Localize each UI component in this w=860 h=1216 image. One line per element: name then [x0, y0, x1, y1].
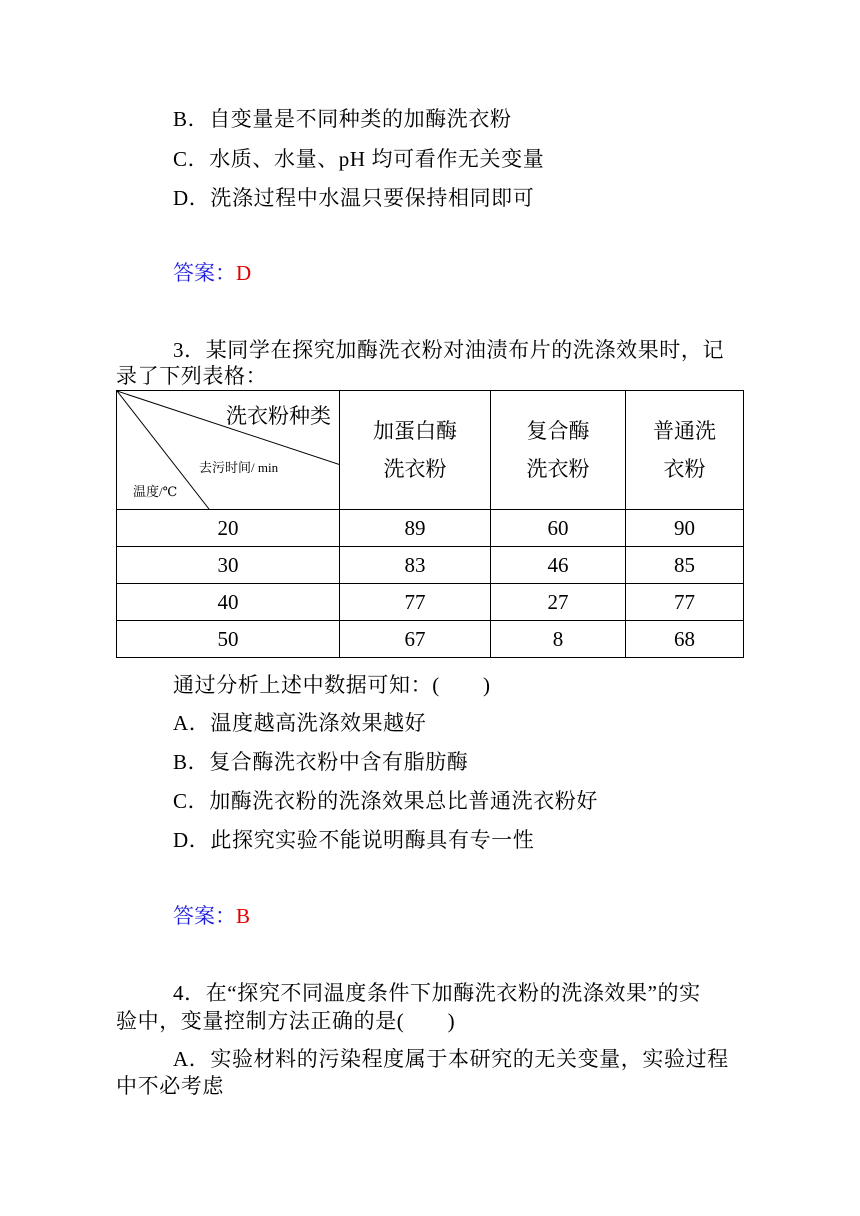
value-cell: 83 — [340, 547, 491, 584]
column-header-line: 洗衣粉 — [526, 457, 590, 481]
answer-value: D — [236, 261, 252, 285]
corner-label-time: 去污时间/ min — [199, 460, 279, 475]
temp-cell: 20 — [117, 510, 340, 547]
column-header-line: 复合酶 — [526, 419, 590, 443]
table-row — [117, 510, 744, 547]
answer-label: 答案： — [173, 261, 236, 285]
temp-cell: 40 — [117, 584, 340, 621]
q2-option-b: B．自变量是不同种类的加酶洗衣粉 — [173, 107, 512, 131]
q3-prompt: 通过分析上述中数据可知：( ) — [173, 673, 491, 697]
column-header-line: 洗衣粉 — [383, 457, 447, 481]
value-cell: 27 — [491, 584, 626, 621]
value-cell: 60 — [491, 510, 626, 547]
column-header — [491, 391, 626, 510]
diagonal-header-cell — [117, 391, 340, 510]
q4-stem-line1: 4．在“探究不同温度条件下加酶洗衣粉的洗涤效果”的实 — [173, 981, 701, 1005]
table-row — [117, 584, 744, 621]
corner-label-type: 洗衣粉种类 — [226, 404, 331, 428]
q3-stem-line2: 录了下列表格： — [116, 364, 268, 388]
value-cell: 68 — [626, 621, 744, 658]
q3-option-d: D．此探究实验不能说明酶具有专一性 — [173, 828, 535, 852]
q3-answer — [173, 903, 250, 929]
column-header — [340, 391, 491, 510]
q2-answer — [173, 260, 251, 286]
value-cell: 77 — [626, 584, 744, 621]
q3-option-b: B．复合酶洗衣粉中含有脂肪酶 — [173, 750, 469, 774]
value-cell: 89 — [340, 510, 491, 547]
value-cell: 46 — [491, 547, 626, 584]
corner-label-temp: 温度/℃ — [133, 484, 178, 499]
value-cell: 67 — [340, 621, 491, 658]
temp-cell: 50 — [117, 621, 340, 658]
q2-option-c: C．水质、水量、pH 均可看作无关变量 — [173, 147, 545, 171]
column-header-line: 普通洗 — [653, 419, 716, 443]
table-header-row — [117, 391, 744, 510]
q3-option-a: A．温度越高洗涤效果越好 — [173, 711, 427, 735]
column-header-line: 衣粉 — [663, 457, 706, 481]
temp-cell: 30 — [117, 547, 340, 584]
q4-option-a-line2: 中不必考虑 — [116, 1074, 224, 1098]
q3-stem-line1: 3．某同学在探究加酶洗衣粉对油渍布片的洗涤效果时，记 — [173, 338, 725, 362]
value-cell: 85 — [626, 547, 744, 584]
q4-stem-line2: 验中，变量控制方法正确的是( ) — [116, 1009, 456, 1033]
table-row — [117, 547, 744, 584]
answer-label: 答案： — [173, 904, 236, 928]
q3-data-table — [116, 390, 744, 658]
q3-option-c: C．加酶洗衣粉的洗涤效果总比普通洗衣粉好 — [173, 789, 599, 813]
q2-option-d: D．洗涤过程中水温只要保持相同即可 — [173, 186, 535, 210]
q4-option-a-line1: A．实验材料的污染程度属于本研究的无关变量，实验过程 — [173, 1047, 729, 1071]
answer-value: B — [236, 904, 251, 928]
value-cell: 8 — [491, 621, 626, 658]
value-cell: 77 — [340, 584, 491, 621]
column-header-line: 加蛋白酶 — [373, 419, 457, 443]
table-row — [117, 621, 744, 658]
value-cell: 90 — [626, 510, 744, 547]
column-header — [626, 391, 744, 510]
